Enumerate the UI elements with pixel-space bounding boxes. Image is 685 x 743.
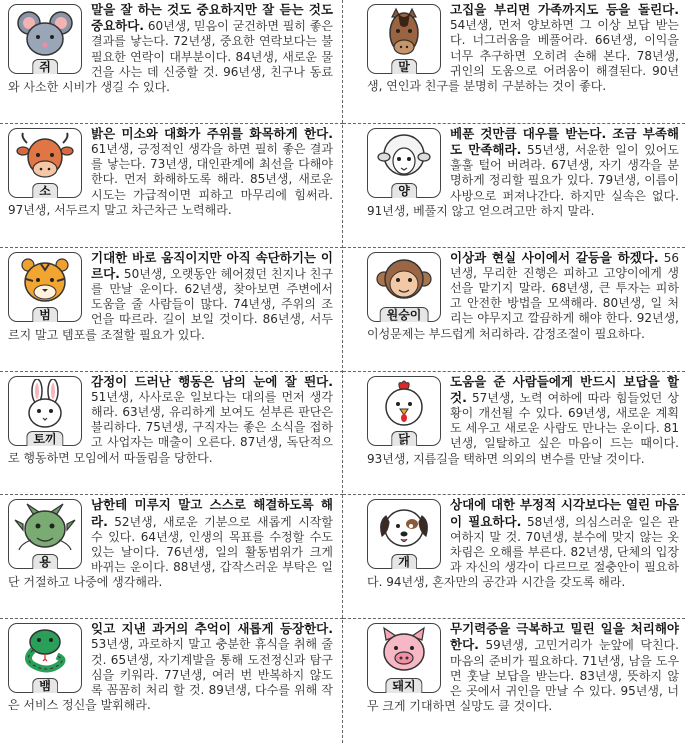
fortune-headline: 밝은 미소와 대화가 주위를 화목하게 한다. [91,125,333,141]
zodiac-cell-snake [0,619,343,743]
animal-label: 쥐 [32,59,58,74]
mouse-icon-box [8,4,82,74]
zodiac-cell-mouse [0,0,343,124]
animal-label: 원숭이 [380,307,429,322]
fortune-body: 55년생, 서운한 일이 있어도 훌훌 털어 버려라. 67년생, 자기 생각을 분명하게 정리할 필요가 있다. 79년생, 이름이 사방으로 퍼져나간다. 하지만 실속은 없다. 91년생, 베풀지 않고 얻으려고만 하지 말라. [367,143,679,218]
animal-label: 말 [391,59,417,74]
zodiac-cell-sheep [343,124,685,248]
fortune-headline: 베푼 것만큼 대우를 받는다. 조금 부족해도 만족해라. [450,125,679,158]
sheep-icon [372,131,436,183]
snake-icon [13,626,77,678]
fortune-body: 59년생, 고민거리가 눈앞에 닥친다. 마음의 준비가 필요하다. 71년생, 남을 도우면 훗날 보답을 받는다. 83년생, 뜻하지 않은 곳에서 귀인을 만날 수 있다. 95년생, 너무 크게 기대하면 실망도 클 것이다. [367,638,679,714]
zodiac-cell-cow [0,124,343,248]
fortune-body: 56년생, 무리한 진행은 피하고 고양이에게 생선을 맡기지 말라. 68년생, 큰 투자는 피하고 안전한 방법을 모색해라. 80년생, 일 처리는 야무지고 깔끔하게 해야 한다. 92년생, 이성문제는 부드럽게 처리하라. 감정조절이 필요하다. [367,250,679,341]
dog-icon [372,502,436,554]
animal-label: 양 [391,183,417,198]
horse-icon-box [367,4,441,74]
fortune-body: 50년생, 오랫동안 헤어졌던 친지나 친구를 만날 운이다. 62년생, 찾아보면 주변에서 도움을 줄 사람들이 많다. 74년생, 주위의 조언을 따르라. 길이 보일 것이다. 86년생, 서두르지 말고 템포를 조절할 필요가 있다. [8,266,333,342]
animal-label: 뱀 [32,678,58,693]
tiger-icon-box [8,252,82,322]
fortune-headline: 도움을 준 사람들에게 반드시 보답을 할 것. [450,373,679,405]
rooster-icon [372,379,436,431]
zodiac-cell-horse [343,0,685,124]
cow-icon [13,131,77,183]
animal-label: 토끼 [26,431,63,446]
fortune-body: 54년생, 먼저 양보하면 그 이상 보답 받는다. 너그러움을 베풀어라. 66년생, 이익을 너무 추구하면 오히려 손해 본다. 78년생, 귀인의 도움으로 어려움이 해결된다. 90년생, 연인과 친구를 분명히 구분하는 것이 좋다. [367,18,679,94]
pig-icon [372,626,436,678]
dragon-icon [13,502,77,554]
zodiac-cell-dog [343,495,685,619]
animal-label: 용 [32,554,58,569]
fortune-body: 52년생, 새로운 기분으로 새롭게 시작할 수 있다. 64년생, 인생의 목표를 수정할 수도 있는 날이다. 76년생, 일의 활동범위가 크게 바뀌는 운이다. 88년생, 갑작스러운 부탁은 일단 거절하고 나중에 생각해라. [8,514,333,590]
snake-icon-box [8,623,82,693]
zodiac-cell-monkey [343,248,685,372]
mouse-icon [13,7,77,59]
animal-label: 소 [32,183,58,198]
animal-label: 닭 [391,431,417,446]
rabbit-icon-box [8,376,82,446]
animal-label: 범 [32,307,58,322]
rabbit-icon [13,379,77,431]
rooster-icon-box [367,376,441,446]
dog-icon-box [367,499,441,569]
horse-icon [372,7,436,59]
fortune-headline: 상대에 대한 부정적 시각보다는 열린 마음이 필요하다. [450,497,679,529]
monkey-icon [372,255,436,307]
fortune-headline: 기대한 바로 움직이지만 아직 속단하기는 이르다. [91,249,333,281]
fortune-body: 53년생, 과로하지 말고 충분한 휴식을 취해 줄 것. 65년생, 자기계발을 통해 도전정신과 탐구심을 키워라. 77년생, 여러 번 반복하지 않도록 꼼꼼히 처리 할 것. 89년생, 다수를 위해 작은 서비스 정신을 발휘해라. [8,637,333,713]
fortune-headline: 잊고 지낸 과거의 추억이 새롭게 등장한다. [91,621,333,637]
fortune-headline: 무기력증을 극복하고 밀린 일을 처리해야 한다. [450,621,679,653]
fortune-headline: 고집을 부리면 가족까지도 등을 돌린다. [450,2,679,17]
animal-label: 개 [391,554,417,569]
fortune-body: 51년생, 사사로운 일보다는 대의를 먼저 생각해라. 63년생, 유리하게 보여도 섣부른 판단은 불리하다. 75년생, 구직자는 좋은 소식을 접하고 사업자는 매출이 오른다. 87년생, 독단적으로 행동하면 모임에서 따돌림을 당한다. [8,389,333,465]
fortune-body: 60년생, 믿음이 굳건하면 필히 좋은 결과를 낳는다. 72년생, 중요한 연락보다는 불필요한 연락이 대부분이다. 84년생, 새로운 물건을 사는 데 신중할 것. 96년생, 친구나 동료와 사소한 시비가 생길 수 있다. [8,19,333,95]
cow-icon-box [8,128,82,198]
zodiac-cell-rooster [343,372,685,496]
zodiac-cell-rabbit [0,372,343,496]
sheep-icon-box [367,128,441,198]
fortune-headline: 남한테 미루지 말고 스스로 해결하도록 해라. [91,497,333,529]
fortune-body: 58년생, 의심스러운 일은 관여하지 말 것. 70년생, 분수에 맞지 않는 옷차림은 오해를 부른다. 82년생, 단체의 입장과 자신의 생각이 다르므로 절충안이 필요하다. 94년생, 혼자만의 공간과 시간을 갖도록 해라. [367,514,679,590]
pig-icon-box [367,623,441,693]
zodiac-cell-pig [343,619,685,743]
fortune-headline: 이상과 현실 사이에서 갈등을 하겠다. [450,249,659,265]
animal-label: 돼지 [385,678,422,693]
zodiac-cell-dragon [0,495,343,619]
tiger-icon [13,255,77,307]
dragon-icon-box [8,499,82,569]
zodiac-cell-tiger [0,248,343,372]
fortune-headline: 말을 잘 하는 것도 중요하지만 잘 듣는 것도 중요하다. [91,2,333,34]
fortune-body: 57년생, 노력 여하에 따라 힘들었던 상황이 개선될 수 있다. 69년생, 새로운 계획도 세우고 새로운 사람도 만나는 운이다. 81년생, 일탈하고 싶은 마음이 드는 때이다. 93년생, 지름길을 택하면 의외의 변수를 만날 것이다. [367,390,679,466]
fortune-body: 61년생, 긍정적인 생각을 하면 필히 좋은 결과를 낳는다. 73년생, 대인관계에 최선을 다해야 한다. 먼저 화해하도록 해라. 85년생, 새로운 시도는 가급적이면 피하고 마무리에 힘써라. 97년생, 서두르지 말고 차근차근 노력해라. [8,142,333,217]
fortune-headline: 감정이 드러난 행동은 남의 눈에 잘 띈다. [91,373,333,389]
monkey-icon-box [367,252,441,322]
